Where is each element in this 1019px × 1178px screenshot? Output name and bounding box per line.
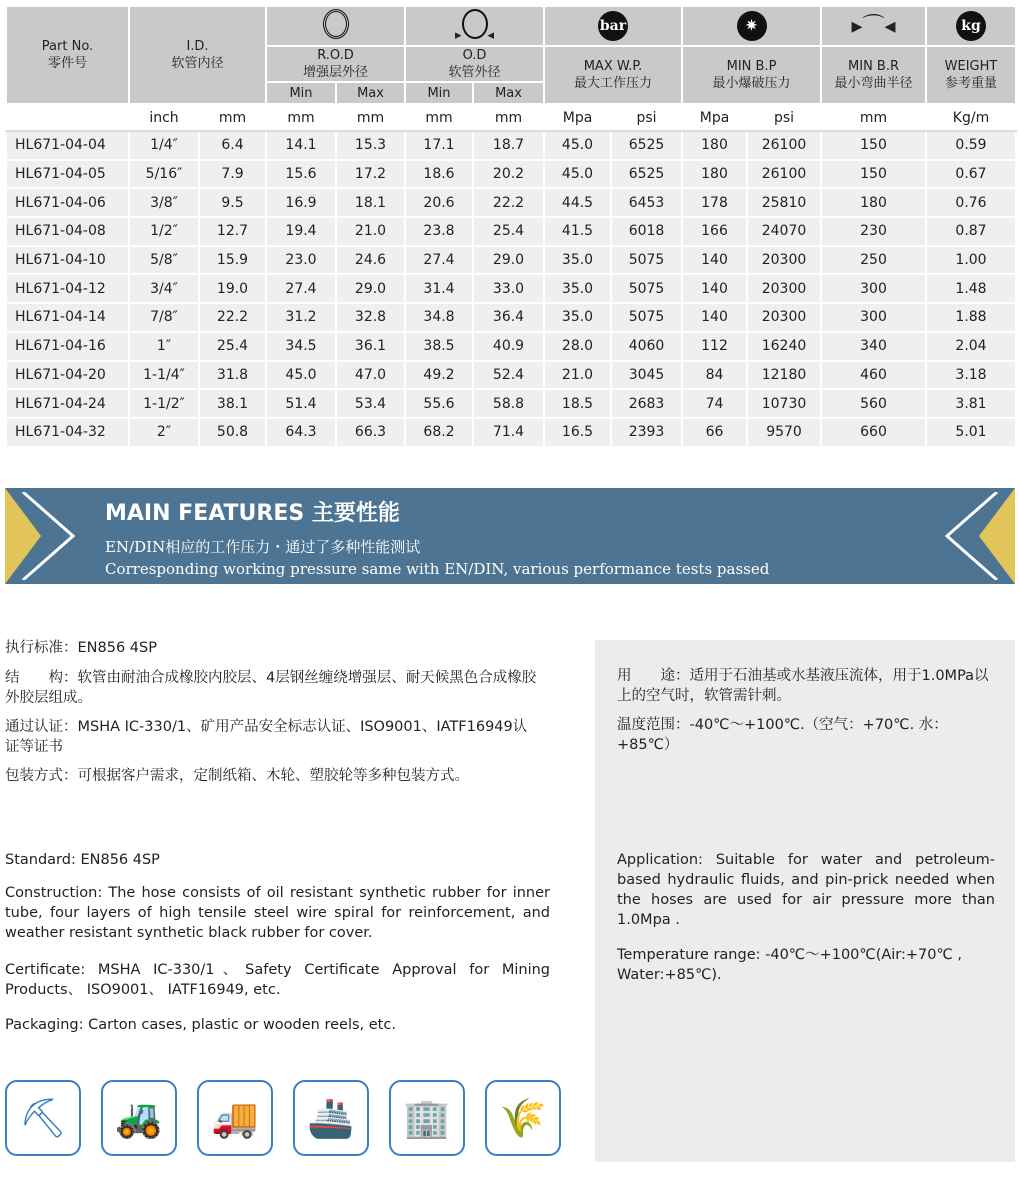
table-row: [6, 361, 1016, 390]
value-cell: 2683: [611, 389, 682, 418]
unit-cell: psi: [747, 104, 821, 131]
header-max-wp: MAX W.P. 最大工作压力: [544, 46, 682, 104]
value-cell: 49.2: [405, 361, 473, 390]
value-cell: 21.0: [544, 361, 611, 390]
value-cell: 18.7: [473, 131, 544, 160]
value-cell: 20.6: [405, 188, 473, 217]
value-cell: 560: [821, 389, 926, 418]
value-cell: 180: [682, 160, 747, 189]
excavator-icon: ⛏: [5, 1080, 81, 1156]
value-cell: 18.6: [405, 160, 473, 189]
value-cell: 5/8″: [129, 246, 199, 275]
value-cell: 29.0: [473, 246, 544, 275]
table-row: [6, 332, 1016, 361]
construction-cn: 结 构：软管由耐油合成橡胶内胶层、4层钢丝缠绕增强层、耐天候黑色合成橡胶外胶层组成。: [5, 670, 537, 706]
header-min: Min: [266, 82, 336, 104]
part-number-cell: HL671-04-14: [6, 303, 129, 332]
value-cell: 5075: [611, 303, 682, 332]
value-cell: 71.4: [473, 418, 544, 447]
part-number-cell: HL671-04-20: [6, 361, 129, 390]
value-cell: 12180: [747, 361, 821, 390]
value-cell: 50.8: [199, 418, 266, 447]
value-cell: 660: [821, 418, 926, 447]
bend-radius-icon: ▸⌒◂: [821, 6, 926, 46]
value-cell: 34.8: [405, 303, 473, 332]
banner-subtitle-en: Corresponding working pressure same with EN/DIN, various performance tests passed: [105, 560, 770, 578]
value-cell: 26100: [747, 160, 821, 189]
application-cn: 用 途：适用于石油基或水基液压流体，用于1.0MPa以上的空气时，软管需针刺。: [617, 668, 989, 704]
main-features-banner: [5, 488, 1015, 584]
value-cell: 22.2: [473, 188, 544, 217]
value-cell: 2.04: [926, 332, 1016, 361]
value-cell: 3/4″: [129, 274, 199, 303]
table-row: [6, 131, 1016, 160]
value-cell: 45.0: [266, 361, 336, 390]
value-cell: 66.3: [336, 418, 405, 447]
header-max: Max: [336, 82, 405, 104]
table-row: [6, 418, 1016, 447]
value-cell: 66: [682, 418, 747, 447]
standard-cn: 执行标准：EN856 4SP: [5, 640, 157, 656]
value-cell: 150: [821, 160, 926, 189]
table-row: [6, 303, 1016, 332]
value-cell: 3.81: [926, 389, 1016, 418]
value-cell: 1-1/2″: [129, 389, 199, 418]
loader-icon: 🚜: [101, 1080, 177, 1156]
value-cell: 3.18: [926, 361, 1016, 390]
header-rod: R.O.D 增强层外径: [266, 46, 405, 82]
value-cell: 140: [682, 246, 747, 275]
value-cell: 2″: [129, 418, 199, 447]
value-cell: 14.1: [266, 131, 336, 160]
value-cell: 250: [821, 246, 926, 275]
value-cell: 460: [821, 361, 926, 390]
value-cell: 0.76: [926, 188, 1016, 217]
burst-icon: ✷: [682, 6, 821, 46]
value-cell: 38.5: [405, 332, 473, 361]
value-cell: 44.5: [544, 188, 611, 217]
standard-en: Standard: EN856 4SP: [5, 852, 160, 868]
mining-truck-icon: 🚚: [197, 1080, 273, 1156]
value-cell: 68.2: [405, 418, 473, 447]
value-cell: 41.5: [544, 217, 611, 246]
header-max: Max: [473, 82, 544, 104]
unit-cell: mm: [336, 104, 405, 131]
value-cell: 27.4: [266, 274, 336, 303]
table-row: [6, 389, 1016, 418]
value-cell: 47.0: [336, 361, 405, 390]
value-cell: 2393: [611, 418, 682, 447]
value-cell: 1.00: [926, 246, 1016, 275]
value-cell: 16.5: [544, 418, 611, 447]
unit-cell: mm: [266, 104, 336, 131]
part-number-cell: HL671-04-08: [6, 217, 129, 246]
table-row: [6, 246, 1016, 275]
header-od: O.D 软管外径: [405, 46, 544, 82]
banner-title: MAIN FEATURES 主要性能: [105, 501, 400, 526]
value-cell: 21.0: [336, 217, 405, 246]
bar-icon: bar: [544, 6, 682, 46]
part-number-cell: HL671-04-05: [6, 160, 129, 189]
part-number-cell: HL671-04-16: [6, 332, 129, 361]
unit-cell: mm: [821, 104, 926, 131]
value-cell: 10730: [747, 389, 821, 418]
value-cell: 140: [682, 303, 747, 332]
value-cell: 6525: [611, 131, 682, 160]
header-min-bp: MIN B.P 最小爆破压力: [682, 46, 821, 104]
value-cell: 35.0: [544, 274, 611, 303]
construction-en: Construction: The hose consists of oil resistant synthetic rubber for inner tube, four layers of high tensile steel wire spiral for reinforcement, and weather resistant synthetic black rubber for cover.: [5, 885, 550, 941]
value-cell: 16240: [747, 332, 821, 361]
temperature-cn: 温度范围：-40℃～+100℃.（空气：+70℃. 水：+85℃）: [617, 717, 948, 753]
value-cell: 55.6: [405, 389, 473, 418]
value-cell: 35.0: [544, 303, 611, 332]
part-number-cell: HL671-04-24: [6, 389, 129, 418]
value-cell: 5075: [611, 246, 682, 275]
value-cell: 25.4: [199, 332, 266, 361]
value-cell: 6453: [611, 188, 682, 217]
value-cell: 23.8: [405, 217, 473, 246]
value-cell: 0.59: [926, 131, 1016, 160]
header-min: Min: [405, 82, 473, 104]
right-chevron-icon: [945, 492, 1005, 580]
value-cell: 1-1/4″: [129, 361, 199, 390]
value-cell: 1.88: [926, 303, 1016, 332]
part-number-cell: HL671-04-06: [6, 188, 129, 217]
units-row: [6, 104, 1016, 131]
value-cell: 5075: [611, 274, 682, 303]
unit-cell: Mpa: [544, 104, 611, 131]
value-cell: 178: [682, 188, 747, 217]
unit-cell: mm: [199, 104, 266, 131]
value-cell: 28.0: [544, 332, 611, 361]
value-cell: 27.4: [405, 246, 473, 275]
value-cell: 34.5: [266, 332, 336, 361]
value-cell: 16.9: [266, 188, 336, 217]
value-cell: 19.4: [266, 217, 336, 246]
value-cell: 18.1: [336, 188, 405, 217]
value-cell: 45.0: [544, 131, 611, 160]
value-cell: 20300: [747, 303, 821, 332]
value-cell: 166: [682, 217, 747, 246]
value-cell: 23.0: [266, 246, 336, 275]
value-cell: 53.4: [336, 389, 405, 418]
value-cell: 38.1: [199, 389, 266, 418]
value-cell: 6525: [611, 160, 682, 189]
value-cell: 31.2: [266, 303, 336, 332]
value-cell: 3/8″: [129, 188, 199, 217]
table-row: [6, 188, 1016, 217]
value-cell: 15.9: [199, 246, 266, 275]
banner-subtitle-cn: EN/DIN相应的工作压力・通过了多种性能测试: [105, 538, 421, 556]
packaging-en: Packaging: Carton cases, plastic or wooden reels, etc.: [5, 1017, 396, 1033]
value-cell: 74: [682, 389, 747, 418]
value-cell: 340: [821, 332, 926, 361]
value-cell: 1.48: [926, 274, 1016, 303]
value-cell: 1″: [129, 332, 199, 361]
value-cell: 17.1: [405, 131, 473, 160]
value-cell: 31.8: [199, 361, 266, 390]
value-cell: 36.1: [336, 332, 405, 361]
value-cell: 84: [682, 361, 747, 390]
value-cell: 19.0: [199, 274, 266, 303]
rod-icon: [266, 6, 405, 46]
table-row: [6, 274, 1016, 303]
table-row: [6, 160, 1016, 189]
ship-crane-icon: 🚢: [293, 1080, 369, 1156]
value-cell: 6018: [611, 217, 682, 246]
value-cell: 7.9: [199, 160, 266, 189]
part-number-cell: HL671-04-12: [6, 274, 129, 303]
value-cell: 25810: [747, 188, 821, 217]
unit-cell: mm: [405, 104, 473, 131]
certificate-en: Certificate: MSHA IC-330/1、Safety Certificate Approval for Mining Products、 ISO9001、 IATF16949, etc.: [5, 962, 550, 998]
value-cell: 58.8: [473, 389, 544, 418]
value-cell: 32.8: [336, 303, 405, 332]
left-chevron-icon: [15, 492, 75, 580]
value-cell: 22.2: [199, 303, 266, 332]
building-icon: 🏢: [389, 1080, 465, 1156]
value-cell: 180: [821, 188, 926, 217]
value-cell: 18.5: [544, 389, 611, 418]
value-cell: 112: [682, 332, 747, 361]
table-row: [6, 217, 1016, 246]
value-cell: 150: [821, 131, 926, 160]
value-cell: 52.4: [473, 361, 544, 390]
value-cell: 3045: [611, 361, 682, 390]
value-cell: 33.0: [473, 274, 544, 303]
value-cell: 25.4: [473, 217, 544, 246]
value-cell: 20300: [747, 274, 821, 303]
unit-cell: inch: [129, 104, 199, 131]
value-cell: 5.01: [926, 418, 1016, 447]
kg-icon: kg: [926, 6, 1016, 46]
value-cell: 6.4: [199, 131, 266, 160]
application-en: Application: Suitable for water and petroleum-based hydraulic fluids, and pin-prick needed when the hoses are used for air pressure more than 1.0Mpa .: [617, 852, 995, 928]
value-cell: 17.2: [336, 160, 405, 189]
value-cell: 1/4″: [129, 131, 199, 160]
value-cell: 40.9: [473, 332, 544, 361]
value-cell: 24070: [747, 217, 821, 246]
value-cell: 36.4: [473, 303, 544, 332]
part-number-cell: HL671-04-10: [6, 246, 129, 275]
packaging-cn: 包装方式：可根据客户需求，定制纸箱、木轮、塑胶轮等多种包装方式。: [5, 768, 469, 784]
value-cell: 24.6: [336, 246, 405, 275]
value-cell: 7/8″: [129, 303, 199, 332]
unit-cell: psi: [611, 104, 682, 131]
value-cell: 300: [821, 274, 926, 303]
od-icon: ▸ ◂: [405, 6, 544, 46]
value-cell: 0.87: [926, 217, 1016, 246]
value-cell: 9.5: [199, 188, 266, 217]
header-min-br: MIN B.R 最小弯曲半径: [821, 46, 926, 104]
value-cell: 300: [821, 303, 926, 332]
value-cell: 140: [682, 274, 747, 303]
value-cell: 15.6: [266, 160, 336, 189]
value-cell: 1/2″: [129, 217, 199, 246]
part-number-cell: HL671-04-04: [6, 131, 129, 160]
value-cell: 64.3: [266, 418, 336, 447]
value-cell: 29.0: [336, 274, 405, 303]
value-cell: 31.4: [405, 274, 473, 303]
temperature-en: Temperature range: -40℃～+100℃(Air:+70℃ , Water:+85℃).: [617, 947, 962, 983]
value-cell: 5/16″: [129, 160, 199, 189]
part-number-cell: HL671-04-32: [6, 418, 129, 447]
value-cell: 12.7: [199, 217, 266, 246]
header-weight: WEIGHT 参考重量: [926, 46, 1016, 104]
value-cell: 45.0: [544, 160, 611, 189]
value-cell: 9570: [747, 418, 821, 447]
unit-cell: Kg/m: [926, 104, 1016, 131]
agriculture-tractor-icon: 🌾: [485, 1080, 561, 1156]
value-cell: 4060: [611, 332, 682, 361]
value-cell: 26100: [747, 131, 821, 160]
certificate-cn: 通过认证：MSHA IC-330/1、矿用产品安全标志认证、ISO9001、IATF16949认证等证书: [5, 719, 528, 755]
value-cell: 51.4: [266, 389, 336, 418]
value-cell: 20300: [747, 246, 821, 275]
value-cell: 20.2: [473, 160, 544, 189]
value-cell: 0.67: [926, 160, 1016, 189]
header-id: I.D. 软管内径: [129, 6, 266, 104]
spec-table: [5, 5, 1017, 448]
header-part-no: Part No. 零件号: [6, 6, 129, 104]
unit-cell: mm: [473, 104, 544, 131]
value-cell: 180: [682, 131, 747, 160]
value-cell: 15.3: [336, 131, 405, 160]
value-cell: 35.0: [544, 246, 611, 275]
unit-cell: Mpa: [682, 104, 747, 131]
value-cell: 230: [821, 217, 926, 246]
